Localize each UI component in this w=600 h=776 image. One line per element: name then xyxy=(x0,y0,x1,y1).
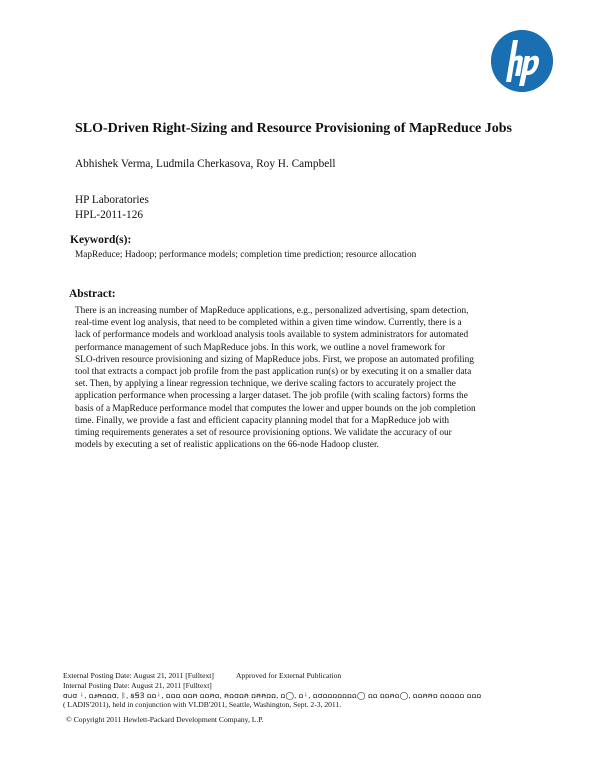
hp-logo-mark xyxy=(491,30,553,92)
report-title: SLO-Driven Right-Sizing and Resource Provisioning of MapReduce Jobs xyxy=(75,121,513,136)
abstract-line: There is an increasing number of MapReduce applications, e.g., personalized advertising, spam detection, xyxy=(75,306,469,316)
copyright xyxy=(66,715,264,724)
lab-name: HP Laboratories xyxy=(75,194,149,206)
abstract-line: models by executing a set of realistic applications on the 66-node Hadoop cluster. xyxy=(75,440,379,451)
approval-status: Approved for External Publication xyxy=(235,671,342,680)
abstract-heading: Abstract: xyxy=(69,288,116,300)
abstract-body xyxy=(75,305,545,451)
internal-posting-date: Internal Posting Date: August 21, 2011 [Fulltext] xyxy=(63,680,212,690)
abstract-line: performance management of such MapReduce jobs. In this work, we outline a novel framework for xyxy=(75,342,446,353)
keywords-heading: Keyword(s): xyxy=(70,234,132,246)
abstract-line: time. Finally, we provide a fast and efficient capacity planning model that for a MapReduce job with xyxy=(75,415,450,426)
abstract-line: basis of a MapReduce performance model that computes the lower and upper bounds on the job completion xyxy=(75,403,476,414)
abstract-line: real-time event log analysis, that need to be completed within a given time window. Currently, there is a xyxy=(75,318,462,329)
abstract-line: set. Then, by applying a linear regression technique, we derive scaling factors to accurately project the xyxy=(75,379,456,390)
abstract-line: tool that extracts a compact job profile from the past application run(s) or by executing it on a smaller data xyxy=(75,367,472,378)
keywords-text: MapReduce; Hadoop; performance models; completion time prediction; resource allocation xyxy=(75,250,417,260)
copyright-text: Copyright 2011 Hewlett-Packard Development Company, L.P. xyxy=(73,715,264,724)
garbled-publication-line: ꭤᥙꭤ ᛍ, ꭥꭨꞥꭥꭥꭤ, ᛒ, ꞩꞨꞫ ꭥꭥᛍ, ꭥꭥꭥ ꭥꭥꞥ ꭥꭥꞥꭥ, ꞥꭥꭤꭥꞥ ꭥꞥꞥꭥꭥ, ꭥ◯, ꭥᛍ, ꭥꭤꭥꭥꭥꭥꭥꭥꭥ◯ ꭥꭥ ꭥꭥꞥꭥ◯, ꭥꭥꞥꞥꭥ ꭥꭥꭥꭥꭥ ꭥꭥꭥ xyxy=(63,690,482,700)
lab-info xyxy=(75,193,149,223)
external-posting-row xyxy=(63,671,481,681)
conference-info: ( LADIS'2011), held in conjunction with VLDB'2011, Seattle, Washington, Sept. 2-3, 2011. xyxy=(63,700,342,710)
abstract-line: application performance when processing a larger dataset. The job profile (with scaling factors) forms the xyxy=(75,391,468,402)
report-authors: Abhishek Verma, Ludmila Cherkasova, Roy H. Campbell xyxy=(75,158,336,170)
external-posting-date: External Posting Date: August 21, 2011 [Fulltext] xyxy=(63,671,214,680)
report-number: HPL-2011-126 xyxy=(75,209,143,221)
hp-logo xyxy=(491,30,553,92)
posting-info xyxy=(63,671,481,710)
abstract-line: SLO-driven resource provisioning and sizing of MapReduce jobs. First, we propose an automated profiling xyxy=(75,354,474,365)
abstract-line: timing requirements generates a set of resource provisioning options. We validate the accuracy of our xyxy=(75,428,452,439)
abstract-line: lack of performance models and workload analysis tools available to system administrators for automated xyxy=(75,330,469,341)
copyright-symbol: © xyxy=(66,715,72,724)
